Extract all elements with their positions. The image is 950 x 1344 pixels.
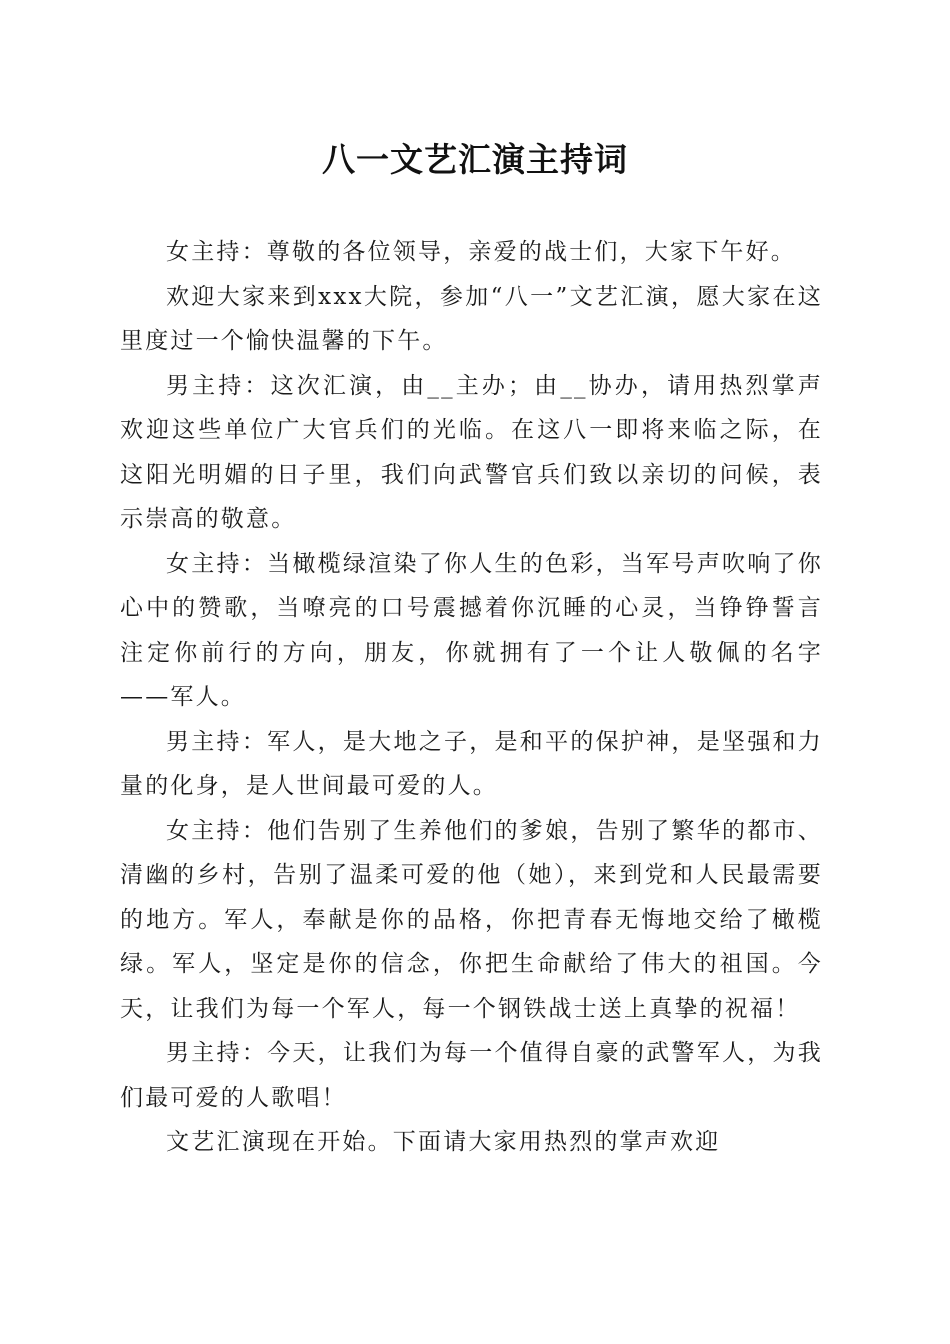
paragraph-welcome: 欢迎大家来到xxx大院，参加“八一”文艺汇演，愿大家在这里度过一个愉快温馨的下午。 xyxy=(120,283,823,354)
document-body xyxy=(120,230,823,1165)
paragraph-female-host-greeting: 女主持：尊敬的各位领导，亲爱的战士们，大家下午好。 xyxy=(166,239,796,265)
paragraph-female-host-farewell: 女主持：他们告别了生养他们的爹娘，告别了繁华的都市、清幽的乡村，告别了温柔可爱的他（她），来到党和人民最需要的地方。军人，奉献是你的品格，你把青春无悔地交给了橄榄绿。军人，坚定是你的信念，你把生命献给了伟大的祖国。今天，让我们为每一个军人，每一个钢铁战士送上真挚的祝福！ xyxy=(120,817,823,1022)
paragraph-female-host-olive-green: 女主持：当橄榄绿渲染了你人生的色彩，当军号声吹响了你心中的赞歌，当嘹亮的口号震撼着你沉睡的心灵，当铮铮誓言注定你前行的方向，朋友，你就拥有了一个让人敬佩的名字——军人。 xyxy=(120,550,823,710)
paragraph-male-host-sing: 男主持：今天，让我们为每一个值得自豪的武警军人，为我们最可爱的人歌唱！ xyxy=(120,1040,823,1111)
paragraph-male-host-soldier: 男主持：军人，是大地之子，是和平的保护神，是坚强和力量的化身，是人世间最可爱的人。 xyxy=(120,728,823,799)
paragraph-show-begins: 文艺汇演现在开始。下面请大家用热烈的掌声欢迎 xyxy=(166,1129,721,1155)
paragraph-male-host-organizers: 男主持：这次汇演，由__主办；由__协办，请用热烈掌声欢迎这些单位广大官兵们的光临。在这八一即将来临之际，在这阳光明媚的日子里，我们向武警官兵们致以亲切的问候，表示崇高的敬意。 xyxy=(120,372,823,532)
document-title: 八一文艺汇演主持词 xyxy=(322,140,628,179)
